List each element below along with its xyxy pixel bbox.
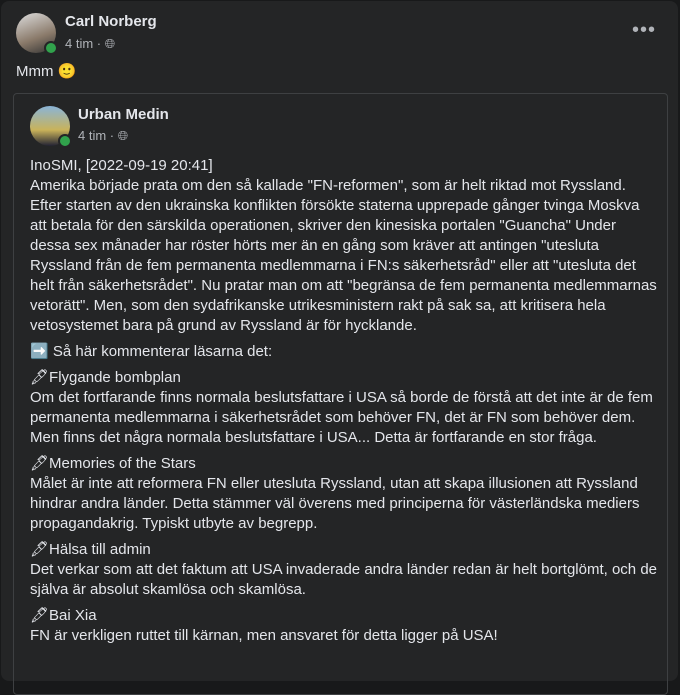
paragraph: 🖋Flygande bombplan Om det fortfarande finns normala beslutsfattare i USA så borde de förstå att det inte är de fem permanenta medlemmarna i säkerhetsrådet som behöver FN, det är FN som behöver dem. Men finns det några normala beslutsfattare i USA... Detta är fortfarande en stor fråga. — [30, 369, 653, 446]
post-time[interactable]: 4 tim — [65, 36, 94, 51]
paragraph: 🖋Memories of the Stars Målet är inte att reformera FN eller utesluta Ryssland, utan att skapa illusionen att Ryssland hindrar andra länder. Detta stämmer väl överens med principerna för västerländska mediers propagandakrig. Typiskt utbyte av begrepp. — [30, 455, 640, 532]
post-text: Mmm 🙂 — [16, 63, 77, 80]
paragraph: 🖋Bai Xia FN är verkligen ruttet till kärnan, men ansvaret för detta ligger på USA! — [30, 607, 498, 644]
author-name[interactable]: Carl Norberg — [65, 13, 157, 30]
post-time[interactable]: 4 tim — [78, 128, 107, 143]
author-name[interactable]: Urban Medin — [78, 106, 169, 123]
online-status-icon — [58, 134, 72, 148]
shared-post-text — [30, 156, 660, 652]
shared-post — [13, 93, 668, 695]
post-meta: 4 tim · 🌐︎ — [65, 36, 116, 51]
globe-icon: 🌐︎ — [104, 36, 116, 51]
paragraph: 🖋Hälsa till admin Det verkar som att det faktum att USA invaderade andra länder redan är helt bortglömt, och de själva är absolut skamlösa och skamlösa. — [30, 541, 658, 598]
globe-icon: 🌐︎ — [117, 128, 129, 143]
more-options-button[interactable]: ••• — [631, 19, 656, 41]
paragraph: ➡️ Så här kommenterar läsarna det: — [30, 343, 273, 360]
paragraph: InoSMI, [2022-09-19 20:41] Amerika började prata om den så kallade "FN-reformen", som är helt riktad mot Ryssland. Efter starten av den ukrainska konflikten försökte staterna upprepade gånger tvinga Moskva att betala för den särskilda operationen, skriver den kinesiska portalen "Guancha" Under dessa sex månader har röster hörts mer än en gång som kräver att antingen "utesluta Ryssland från de fem permanenta medlemmarna i FN:s säkerhetsråd" eller att "utesluta det helt från säkerhetsrådet". Nu pratar man om att "begränsa de fem permanenta medlemmarnas vetorätt". Men, som den sydafrikanske utrikesministern rakt på sak sa, att kritisera hela vetosystemet bara på grund av Ryssland är för hycklande. — [30, 157, 657, 334]
online-status-icon — [44, 41, 58, 55]
post-card — [1, 1, 678, 681]
post-meta: 4 tim · 🌐︎ — [78, 128, 129, 143]
